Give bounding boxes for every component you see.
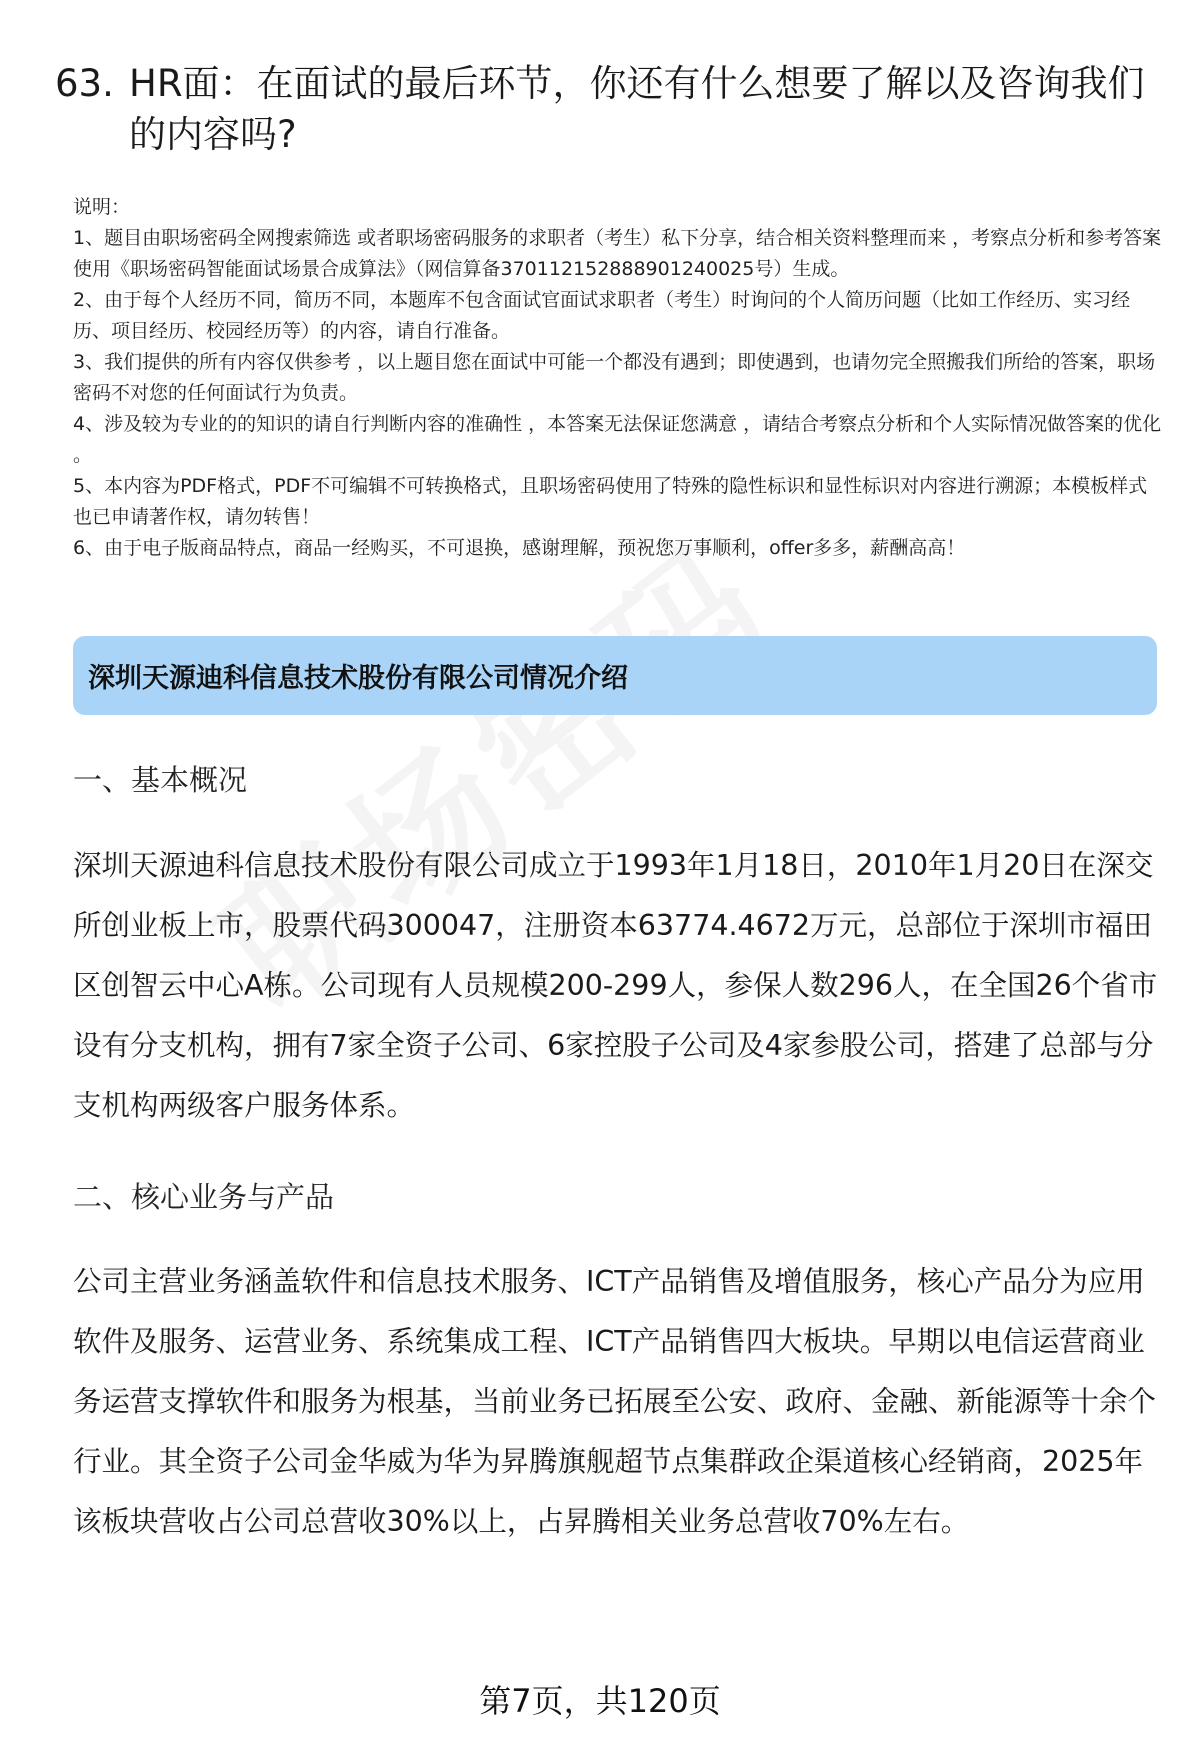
banner-title: 深圳天源迪科信息技术股份有限公司情况介绍	[88, 663, 628, 694]
section-body-business: 公司主营业务涵盖软件和信息技术服务、ICT产品销售及增值服务，核心产品分为应用软件及服务、运营业务、系统集成工程、ICT产品销售四大板块。早期以电信运营商业务运营支撑软件和服务为根基，当前业务已拓展至公安、政府、金融、新能源等十余个行业。其全资子公司金华威为华为昇腾旗舰超节点集群政企渠道核心经销商，2025年该板块营收占公司总营收30%以上，占昇腾相关业务总营收70%左右。	[73, 1265, 1157, 1538]
section-heading-business: 二、核心业务与产品	[73, 1180, 335, 1214]
section-body-overview: 深圳天源迪科信息技术股份有限公司成立于1993年1月18日，2010年1月20日在深交所创业板上市，股票代码300047，注册资本63774.4672万元，总部位于深圳市福田区创智云中心A栋。公司现有人员规模200-299人，参保人数296人，在全国26个省市设有分支机构，拥有7家全资子公司、6家控股子公司及4家参股公司，搭建了总部与分支机构两级客户服务体系。	[73, 849, 1158, 1122]
note-item: 4、涉及较为专业的的知识的请自行判断内容的准确性 ，本答案无法保证您满意 ，请结合考察点分析和个人实际情况做答案的优化 。	[73, 413, 1162, 466]
page-number: 第7页，共120页	[479, 1682, 721, 1720]
company-banner	[73, 636, 1157, 715]
note-item: 2、由于每个人经历不同，简历不同，本题库不包含面试官面试求职者（考生）时询问的个人简历问题（比如工作经历、实习经历、项目经历、校园经历等）的内容，请自行准备。	[73, 289, 1131, 342]
note-item: 6、由于电子版商品特点，商品一经购买，不可退换，感谢理解，预祝您万事顺利，offer多多，薪酬高高！	[73, 537, 966, 559]
notes-heading: 说明：	[73, 196, 131, 218]
notes-block	[73, 192, 1163, 564]
note-item: 5、本内容为PDF格式，PDF不可编辑不可转换格式，且职场密码使用了特殊的隐性标识和显性标识对内容进行溯源；本模板样式也已申请著作权，请勿转售！	[73, 475, 1148, 528]
question-title	[55, 58, 1155, 160]
question-text: HR面：在面试的最后环节，你还有什么想要了解以及咨询我们的内容吗?	[129, 62, 1145, 156]
section-heading-overview: 一、基本概况	[73, 763, 248, 797]
note-item: 1、题目由职场密码全网搜索筛选 或者职场密码服务的求职者（考生）私下分享，结合相关资料整理而来 ，考察点分析和参考答案使用《职场密码智能面试场景合成算法》（网信算备370112152888901240025号）生成。	[73, 227, 1162, 280]
question-number: 63.	[55, 62, 114, 105]
note-item: 3、我们提供的所有内容仅供参考 ，以上题目您在面试中可能一个都没有遇到；即使遇到，也请勿完全照搬我们所给的答案，职场密码不对您的任何面试行为负责。	[73, 351, 1156, 404]
